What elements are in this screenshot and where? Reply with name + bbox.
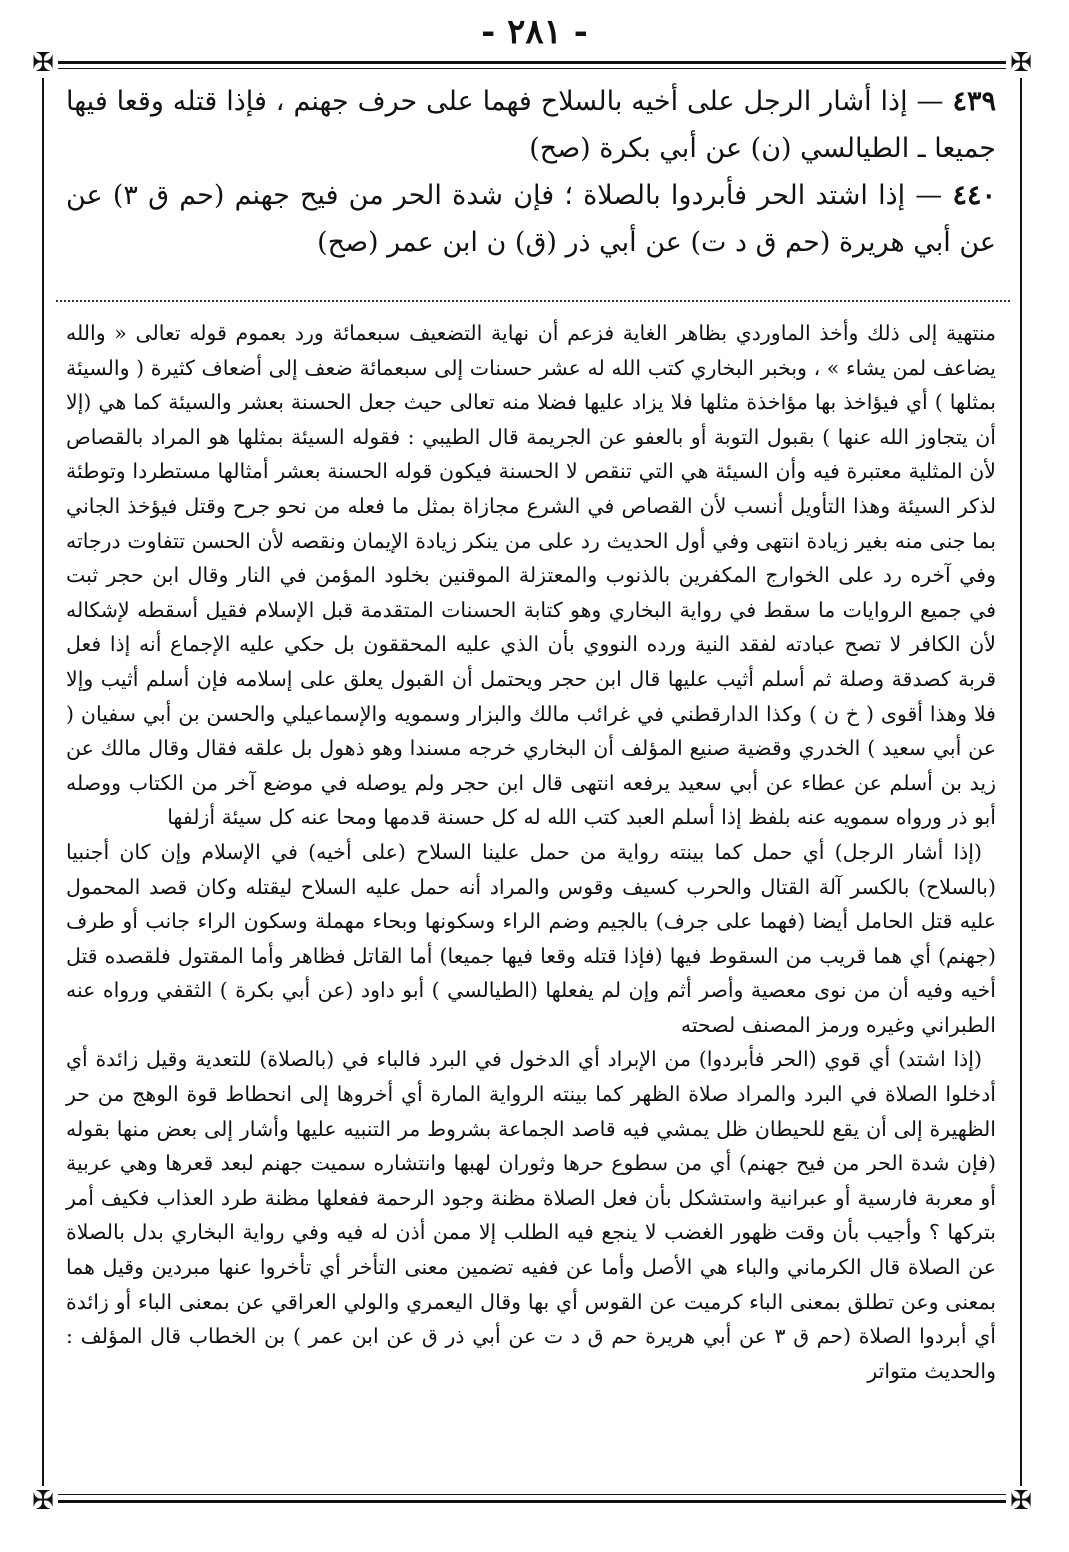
section-divider [56, 300, 1010, 302]
page-number: - ٢٨١ - [481, 12, 588, 52]
hadith-entry [66, 78, 996, 172]
corner-ornament-icon: ✠ [1006, 1486, 1036, 1516]
corner-ornament-icon: ✠ [28, 1486, 58, 1516]
commentary-paragraph: (إذا أشار الرجل) أي حمل كما بينته رواية من حمل علينا السلاح (على أخيه) في الإسلام وإن كان أجنبيا (بالسلاح) بالكسر آلة القتال والحرب كسيف وقوس والمراد أنه حمل عليه السلاح ليقتله وكان قصد المحمول عليه قتل الحامل أيضا (فهما على جرف) بالجيم وضم الراء وسكونها وبحاء مهملة وسكون الراء جانب أو طرف (جهنم) أي هما قريب من السقوط فيها (فإذا قتله وقعا فيها جميعا) أما القاتل فظاهر وأما المقتول فلقصده قتل أخيه وفيه أن من نوى معصية وأصر أثم وإن لم يفعلها (الطيالسي ) أبو داود (عن أبي بكرة ) الثقفي ورواه عنه الطبراني وغيره ورمز المصنف لصحته [66, 839, 996, 1037]
frame-inner-bottom-border [56, 1494, 1010, 1495]
frame-bottom-border [44, 1500, 1022, 1503]
corner-ornament-icon: ✠ [28, 48, 58, 78]
frame-inner-top-border [56, 68, 1010, 69]
hadith-dash: — [907, 86, 944, 117]
hadith-source: (حم ق ٣) عن عن أبي هريرة (حم ق د ت) عن أبي ذر (ق) ن ابن عمر (صح) [66, 180, 996, 258]
hadith-text: إذا أشار الرجل على أخيه بالسلاح فهما على حرف جهنم ، فإذا قتله وقعا فيها جميعا [66, 86, 996, 164]
commentary-paragraph: (إذا اشتد) أي قوي (الحر فأبردوا) من الإبراد أي الدخول في البرد فالباء في (بالصلاة) للتعدية وقيل زائدة أي أدخلوا الصلاة في البرد والمراد صلاة الظهر كما بينته الرواية المارة أي أخروها إلى انحطاط قوة الوهج من حر الظهيرة إلى أن يقع للحيطان ظل يمشي فيه قاصد الجماعة بشروط مر التنبيه عليها وأشار إلى بعض منها بقوله (فإن شدة الحر من فيح جهنم) أي من سطوع حرها وثوران لهبها وانتشاره سميت جهنم لبعد قعرها وهي عربية أو معربة فارسية أو عبرانية واستشكل بأن فعل الصلاة مظنة وجود الرحمة ففعلها مظنة طرد العذاب فكيف أمر بتركها ؟ وأجيب بأن وقت ظهور الغضب لا ينجع فيه الطلب إلا ممن أذن له فيه وفي رواية البخاري بدل بالصلاة عن الصلاة قال الكرماني والباء هي الأصل وأما عن ففيه تضمين معنى التأخر أي تأخروا عنها مبردين وقيل هما بمعنى وعن تطلق بمعنى الباء كرميت عن القوس أي بها وقال اليعمري والولي العراقي عن بمعنى الباء أو زائدة أي أبردوا الصلاة (حم ق ٣ عن أبي هريرة حم ق د ت عن أبي ذر ق عن ابن عمر ) بن الخطاب قال المؤلف : والحديث متواتر [66, 1047, 997, 1383]
commentary-text [66, 316, 996, 1388]
corner-ornament-icon: ✠ [1006, 48, 1036, 78]
hadith-number: ٤٤٠ [952, 180, 996, 211]
hadith-entry [66, 172, 996, 266]
hadith-source: ـ الطيالسي (ن) عن أبي بكرة (صح) [529, 133, 926, 164]
hadith-dash: — [905, 180, 943, 211]
hadith-list [66, 78, 996, 266]
frame-top-border [44, 61, 1022, 64]
hadith-text: إذا اشتد الحر فأبردوا بالصلاة ؛ فإن شدة الحر من فيح جهنم [234, 180, 906, 211]
hadith-number: ٤٣٩ [952, 86, 996, 117]
frame-left-border [42, 62, 44, 1502]
frame-right-border [1020, 62, 1022, 1502]
commentary-paragraph: منتهية إلى ذلك وأخذ الماوردي بظاهر الغاية فزعم أن نهاية التضعيف سبعمائة ورد بعموم قوله تعالى « والله يضاعف لمن يشاء » ، وبخبر البخاري كتب الله له عشر حسنات إلى سبعمائة ضعف إلى أضعاف كثيرة ( والسيئة بمثلها ) أي فيؤاخذ بها مؤاخذة مثلها فلا يزاد عليها فضلا منه تعالى حيث جعل الحسنة بعشر والسيئة كما هي (إلا أن يتجاوز الله عنها ) بقبول التوبة أو بالعفو عن الجريمة قال الطيبي : فقوله السيئة بمثلها هو المراد بالقصاص لأن المثلية معتبرة فيه وأن السيئة هي التي تنقص لا الحسنة فيكون قوله الحسنة بعشر أمثالها مستطردا وتوطئة لذكر السيئة وهذا التأويل أنسب لأن القصاص في الشرع مجازاة بمثل ما فعله من نحو جرح وقتل فيؤخذ الجاني بما جنى منه بغير زيادة انتهى وفي أول الحديث رد على من ينكر زيادة الإيمان ونقصه لأن الحسن تتفاوت درجاته وفي آخره رد على الخوارج المكفرين بالذنوب والمعتزلة الموقنين بخلود المؤمن في النار وقال ابن حجر ثبت في جميع الروايات ما سقط في رواية البخاري وهو كتابة الحسنات المتقدمة قبل الإسلام فقيل أسقطه لإشكاله لأن الكافر لا تصح عبادته لفقد النية ورده النووي بأن الذي عليه المحققون بل حكي عليه الإجماع أنه إذا فعل قربة كصدقة وصلة ثم أسلم أثيب عليها قال ابن حجر ويحتمل أن القبول يعلق على إسلامه فإن أسلم أثيب وإلا فلا وهذا أقوى ( خ ن ) وكذا الدارقطني في غرائب مالك والبزار وسمويه والإسماعيلي والحسن بن أبي سفيان ( عن أبي سعيد ) الخدري وقضية صنيع المؤلف أن البخاري خرجه مسندا وهو ذهول بل علقه فقال وقال مالك عن زيد بن أسلم عن عطاء عن أبي سعيد يرفعه انتهى قال ابن حجر ولم يوصله في موضع آخر من الكتاب ووصله أبو ذر ورواه سمويه عنه بلفظ إذا أسلم العبد كتب الله له كل حسنة قدمها ومحا عنه كل سيئة أزلفها [66, 321, 996, 830]
